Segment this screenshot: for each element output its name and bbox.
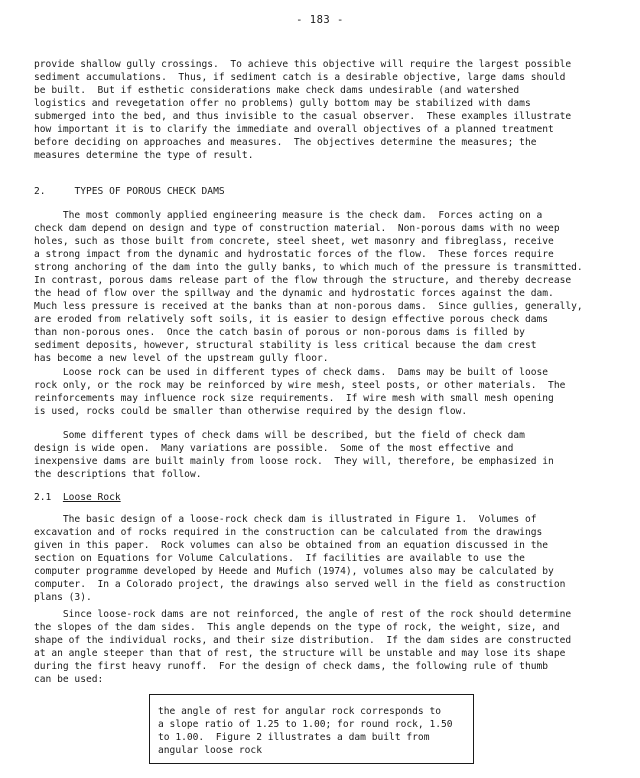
section-number: 2.1 — [34, 492, 52, 503]
text-line: than non-porous ones. Once the catch basin of porous or non-porous dams is filled by — [34, 327, 525, 338]
text-line: the angle of rest for angular rock corresponds to — [158, 706, 442, 717]
text-line: be built. But if esthetic considerations make check dams undesirable (and watershed — [34, 85, 520, 96]
section2-paragraph-2 — [34, 366, 612, 418]
text-line: a slope ratio of 1.25 to 1.00; for round rock, 1.50 — [158, 719, 453, 730]
section-title: Loose Rock — [62, 492, 121, 503]
text-line: shape of the individual rocks, and their size distribution. If the dam sides are constructed — [34, 635, 572, 646]
text-line: reinforcements may influence rock size requirements. If wire mesh with small mesh opening — [34, 393, 554, 404]
text-line: how important it is to clarify the immediate and overall objectives of a planned treatment — [34, 124, 554, 135]
text-line: excavation and of rocks required in the construction can be calculated from the drawings — [34, 527, 543, 538]
text-line: holes, such as those built from concrete, steel sheet, wet masonry and fibreglass, receive — [34, 236, 554, 247]
text-line: logistics and revegetation offer no problems) gully bottom may be stabilized with dams — [34, 98, 531, 109]
text-line: plans (3). — [34, 592, 92, 603]
text-line: The basic design of a loose-rock check dam is illustrated in Figure 1. Volumes of — [34, 514, 537, 525]
section2-paragraph-1 — [34, 209, 612, 365]
text-line: a strong impact from the dynamic and hydrostatic forces of the flow. These forces require — [34, 249, 554, 260]
section-heading-2 — [34, 185, 225, 198]
text-line: the descriptions that follow. — [34, 469, 202, 480]
text-line: given in this paper. Rock volumes can also be obtained from an equation discussed in the — [34, 540, 549, 551]
text-line: In contrast, porous dams release part of the flow through the structure, and thereby decrease — [34, 275, 572, 286]
text-line: sediment deposits, however, structural stability is less critical because the dam crest — [34, 340, 537, 351]
section-title: TYPES OF POROUS CHECK DAMS — [74, 186, 225, 197]
text-line: angular loose rock — [158, 745, 262, 756]
intro-paragraph — [34, 58, 612, 162]
text-line: computer programme developed by Heede and Mufich (1974), volumes also may be calculated by — [34, 566, 554, 577]
text-line: computer. In a Colorado project, the drawings also served well in the field as construction — [34, 579, 566, 590]
text-line: at an angle steeper than that of rest, the structure will be unstable and may lose its shape — [34, 648, 566, 659]
text-line: Since loose-rock dams are not reinforced, the angle of rest of the rock should determine — [34, 609, 572, 620]
text-line: Loose rock can be used in different types of check dams. Dams may be built of loose — [34, 367, 549, 378]
text-line: the head of flow over the spillway and the dynamic and hydrostatic forces against the dam. — [34, 288, 554, 299]
section21-paragraph-1 — [34, 513, 612, 604]
text-line: The most commonly applied engineering measure is the check dam. Forces acting on a — [34, 210, 543, 221]
text-line: Much less pressure is received at the banks than at non-porous dams. Since gullies, generally, — [34, 301, 583, 312]
text-line: strong anchoring of the dam into the gully banks, to which much of the pressure is transmitted. — [34, 262, 583, 273]
section-heading-2-1 — [34, 491, 121, 504]
text-line: can be used: — [34, 674, 104, 685]
text-line: is used, rocks could be smaller than otherwise required by the design flow. — [34, 406, 468, 417]
section-number: 2. — [34, 186, 46, 197]
text-line: design is wide open. Many variations are possible. Some of the most effective and — [34, 443, 514, 454]
section21-paragraph-2 — [34, 608, 612, 686]
text-line: has become a new level of the upstream gully floor. — [34, 353, 329, 364]
text-line: Some different types of check dams will be described, but the field of check dam — [34, 430, 525, 441]
rule-of-thumb-box — [149, 694, 474, 764]
text-line: section on Equations for Volume Calculations. If facilities are available to use the — [34, 553, 525, 564]
section2-paragraph-3 — [34, 429, 612, 481]
text-line: during the first heavy runoff. For the design of check dams, the following rule of thumb — [34, 661, 549, 672]
text-line: to 1.00. Figure 2 illustrates a dam built from — [158, 732, 430, 743]
text-line: provide shallow gully crossings. To achieve this objective will require the largest possible — [34, 59, 572, 70]
page-number: - 183 - — [296, 14, 344, 26]
text-line: the slopes of the dam sides. This angle depends on the type of rock, the weight, size, and — [34, 622, 560, 633]
text-line: inexpensive dams are built mainly from loose rock. They will, therefore, be emphasized in — [34, 456, 554, 467]
text-line: rock only, or the rock may be reinforced by wire mesh, steel posts, or other materials. The — [34, 380, 566, 391]
text-line: submerged into the bed, and thus invisible to the casual observer. These examples illustrate — [34, 111, 572, 122]
text-line: before deciding on approaches and measures. The objectives determine the measures; the — [34, 137, 537, 148]
text-line: are eroded from relatively soft soils, it is easier to design effective porous check dams — [34, 314, 549, 325]
text-line: measures determine the type of result. — [34, 150, 254, 161]
text-line: check dam depend on design and type of construction material. Non-porous dams with no weep — [34, 223, 560, 234]
text-line: sediment accumulations. Thus, if sediment catch is a desirable objective, large dams should — [34, 72, 566, 83]
